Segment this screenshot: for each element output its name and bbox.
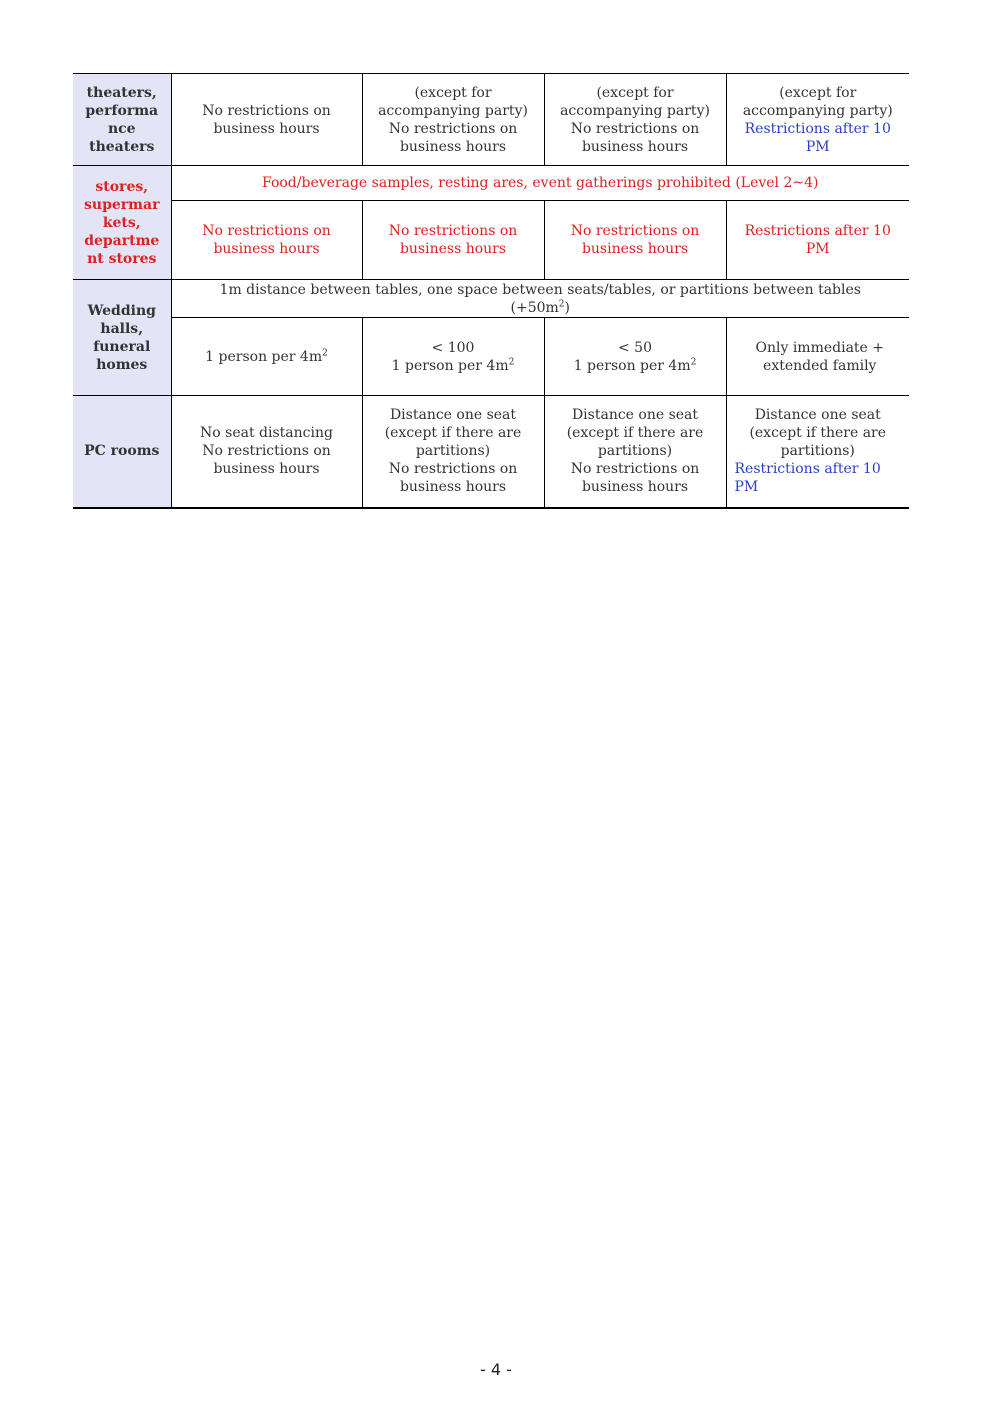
category-label: PC rooms bbox=[84, 443, 160, 460]
table-row bbox=[73, 396, 909, 508]
superscript: 2 bbox=[690, 356, 697, 367]
category-stores bbox=[73, 166, 171, 280]
cell-level3 bbox=[544, 396, 726, 508]
category-label: stores, supermar kets, departme nt stores bbox=[84, 178, 160, 267]
cell-text: 1 person per 4m bbox=[573, 357, 691, 374]
density bbox=[549, 357, 722, 375]
superscript: 2 bbox=[508, 356, 515, 367]
cell-level2 bbox=[362, 318, 544, 396]
note-text: (+50m bbox=[510, 299, 559, 316]
cell-text: Only immediate + extended family bbox=[755, 339, 885, 374]
cell-level1 bbox=[171, 318, 362, 396]
cell-level2 bbox=[362, 74, 544, 166]
superscript: 2 bbox=[322, 347, 328, 358]
cell-text: < 50 bbox=[618, 339, 652, 356]
table-row bbox=[73, 166, 909, 201]
cell-level4 bbox=[726, 396, 909, 508]
distancing-rules-table bbox=[73, 73, 909, 509]
category-theaters bbox=[73, 74, 171, 166]
stores-note bbox=[171, 166, 909, 201]
note-text: Food/beverage samples, resting ares, event gatherings prohibited (Level 2~4) bbox=[262, 175, 819, 191]
cell-text: 1 person per 4m bbox=[205, 348, 323, 365]
cell-level4 bbox=[726, 318, 909, 396]
cell-text: No restrictions on business hours bbox=[202, 102, 331, 137]
cell-text: (except for accompanying party) No restrictions on business hours bbox=[560, 84, 710, 155]
cell-level1 bbox=[171, 396, 362, 508]
table-row bbox=[73, 280, 909, 318]
cell-level4 bbox=[726, 74, 909, 166]
note-area bbox=[176, 299, 906, 317]
cell-text: Distance one seat (except if there are partitions) No restrictions on business hours bbox=[384, 407, 522, 496]
cell-level2 bbox=[362, 396, 544, 508]
cell-text: No seat distancing No restrictions on business hours bbox=[200, 425, 333, 478]
cell-level1 bbox=[171, 201, 362, 280]
cell-text: Distance one seat (except if there are partitions) bbox=[749, 407, 887, 460]
density bbox=[367, 357, 540, 375]
cell-level3 bbox=[544, 201, 726, 280]
category-pc bbox=[73, 396, 171, 508]
cell-level4 bbox=[726, 201, 909, 280]
superscript: 2 bbox=[558, 298, 565, 309]
page-number: - 4 - bbox=[480, 1360, 512, 1379]
cell-level3 bbox=[544, 318, 726, 396]
note-text: ) bbox=[564, 299, 570, 316]
table-row bbox=[73, 318, 909, 396]
table-row bbox=[73, 74, 909, 166]
cell-level3 bbox=[544, 74, 726, 166]
category-label: Wedding halls, funeral homes bbox=[87, 302, 156, 373]
cell-text: No restrictions on business hours bbox=[388, 223, 518, 257]
cell-text: 1 person per 4m bbox=[391, 357, 509, 374]
cell-text: Distance one seat (except if there are partitions) No restrictions on business hours bbox=[566, 407, 704, 496]
category-label: theaters, performa nce theaters bbox=[85, 84, 159, 155]
cell-text: < 100 bbox=[431, 339, 475, 356]
cell-text: Restrictions after 10 PM bbox=[744, 223, 891, 257]
cell-text: No restrictions on business hours bbox=[202, 223, 331, 257]
wedding-note bbox=[171, 280, 909, 318]
cell-level1 bbox=[171, 74, 362, 166]
cell-text-blue: Restrictions after 10 PM bbox=[734, 461, 881, 496]
note-text: 1m distance between tables, one space between seats/tables, or partitions between tables bbox=[219, 281, 861, 298]
cell-level2 bbox=[362, 201, 544, 280]
cell-text: (except for accompanying party) No restrictions on business hours bbox=[378, 84, 528, 155]
table-row bbox=[73, 201, 909, 280]
cell-text-blue: Restrictions after 10 PM bbox=[744, 120, 891, 155]
category-wedding bbox=[73, 280, 171, 396]
cell-text: (except for accompanying party) bbox=[742, 84, 893, 119]
cell-text: No restrictions on business hours bbox=[570, 223, 700, 257]
